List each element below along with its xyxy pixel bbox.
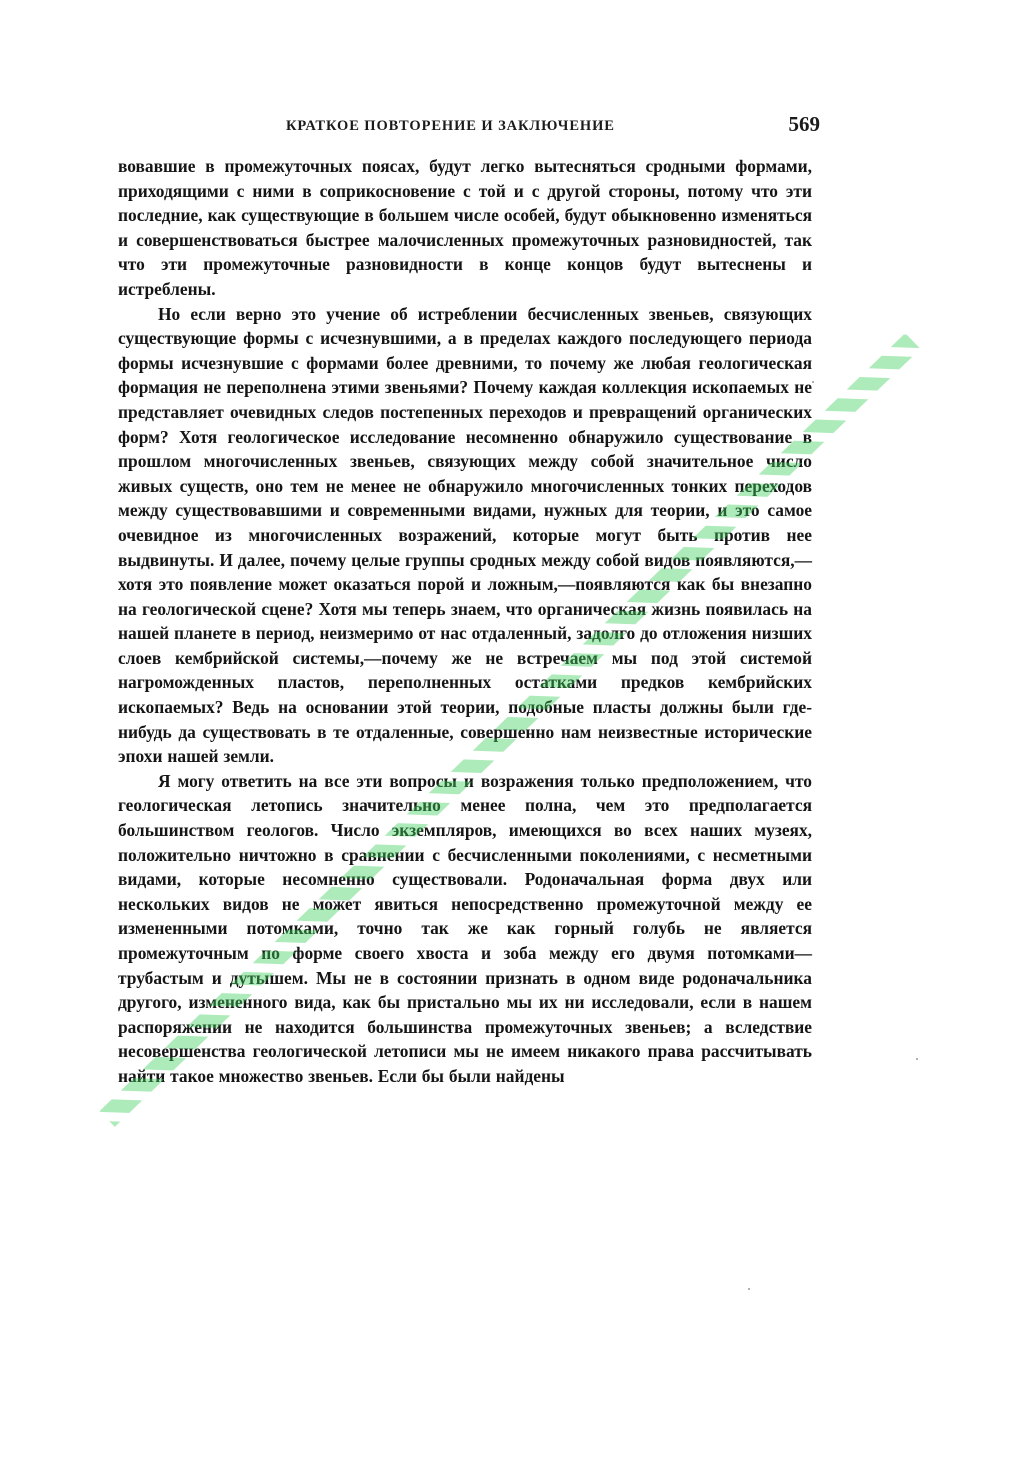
body-text: [118, 154, 812, 1089]
scan-speck: [812, 381, 814, 383]
paragraph-continued: вовавшие в промежуточных поясах, будут легко вытесняться сродными формами, приходящими с ними в соприкосновение с той и с другой стороны, потому что эти последние, как существующие в большем числе особей, будут обыкновенно изменяться и совершенствоваться быстрее малочисленных промежуточных разновидностей, так что эти промежуточные разновидности в конце концов будут вытеснены и истреблены.: [118, 156, 812, 299]
page-number: 569: [788, 112, 820, 136]
running-head: [280, 112, 820, 142]
paragraph: Но если верно это учение об истреблении бесчисленных звеньев, связующих существующие формы с исчезнувшими, а в пределах каждого последующего периода формы исчезнувшие с формами более древними, то почему же любая геологическая формация не переполнена этими звеньями? Почему каждая коллекция ископаемых не представляет очевидных следов постепенных переходов и превращений органических форм? Хотя геологическое исследование несомненно обнаружило существование в прошлом многочисленных звеньев, связующих между собой значительное число живых существ, оно тем не менее не обнаружило многочисленных тонких переходов между существовавшими и современными видами, нужных для теории, и это самое очевидное из многочисленных возражений, которые могут быть против нее выдвинуты. И далее, почему целые группы сродных между собой видов появляются,—хотя это появление может оказаться порой и ложным,—появляются как бы внезапно на геологической сцене? Хотя мы теперь знаем, что органическая жизнь появилась на нашей планете в период, неизмеримо от нас отдаленный, задолго до отложения низших слоев кембрийской системы,—почему же не встречаем мы под этой системой нагроможденных пластов, переполненных остатками предков кембрийских ископаемых? Ведь на основании этой теории, подобные пласты должны были где-нибудь да существовать в те отдаленные, совершенно нам неизвестные исторические эпохи нашей земли.: [118, 303, 812, 767]
scan-speck: [748, 1288, 750, 1290]
running-title: КРАТКОЕ ПОВТОРЕНИЕ И ЗАКЛЮЧЕНИЕ: [286, 118, 615, 134]
scan-speck: [916, 1058, 918, 1060]
paragraph: Я могу ответить на все эти вопросы и возражения только предположением, что геологическая летопись значительно менее полна, чем это предполагается большинством геологов. Число экземпляров, имеющихся во всех наших музеях, положительно ничтожно в сравнении с бесчисленными поколениями, с несметными видами, которые несомненно существовали. Родоначальная форма двух или нескольких видов не может явиться непосредственно промежуточной между ее измененными потомками, точно так же как горный голубь не является промежуточным по форме своего хвоста и зоба между его двумя потомками—трубастым и дутышем. Мы не в состоянии признать в одном виде родоначальника другого, измененного вида, как бы пристально мы их ни исследовали, если в нашем распоряжении не находится большинства промежуточных звеньев; а вследствие несовершенства геологической летописи мы не имеем никакого права рассчитывать найти такое множество звеньев. Если бы были найдены: [118, 770, 812, 1086]
